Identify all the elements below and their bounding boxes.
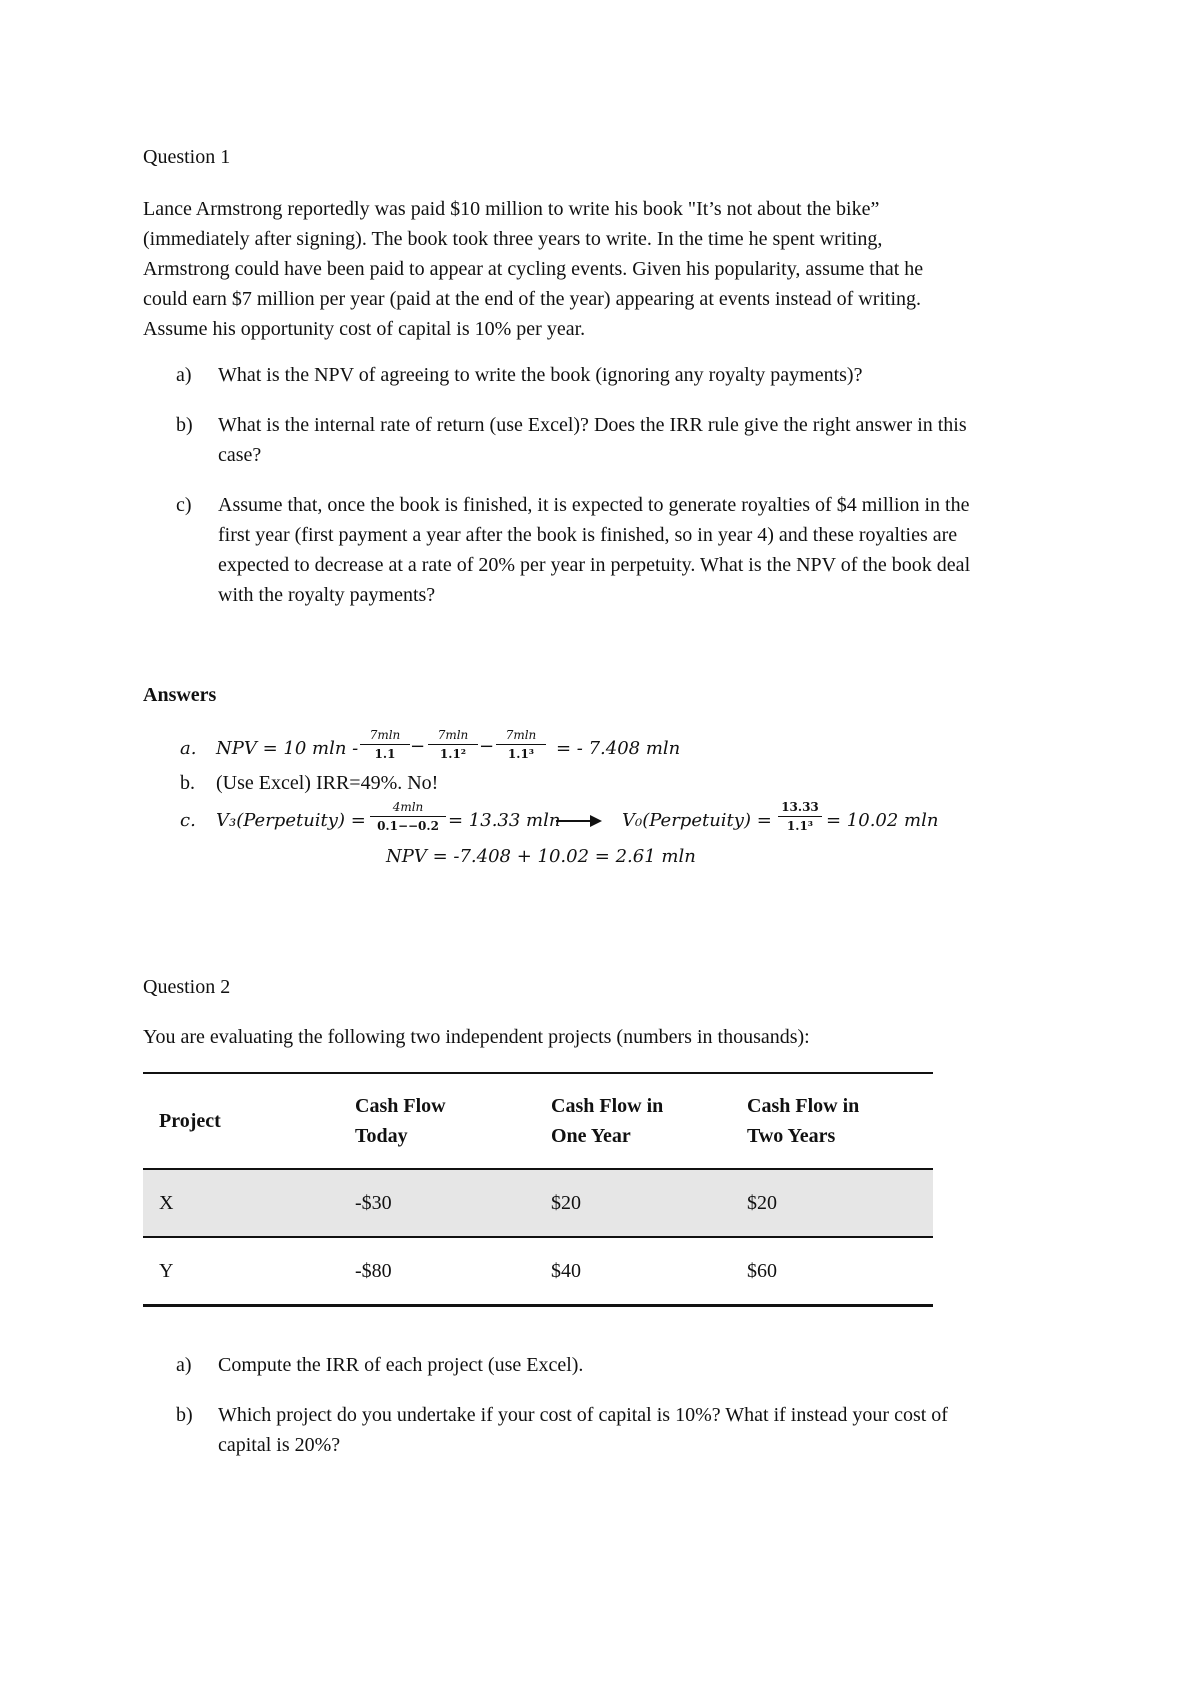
answer-c-marker: c. <box>180 810 196 831</box>
arrow-right-icon <box>556 812 604 830</box>
answer-b-marker: b. <box>180 772 195 794</box>
denominator: 0.1−−0.2 <box>370 816 446 833</box>
table-header-row <box>143 1073 933 1169</box>
question-1-item-a <box>176 360 970 390</box>
table-row <box>143 1169 933 1237</box>
answer-c-npv: NPV = -7.408 + 10.02 = 2.61 mln <box>386 846 696 867</box>
minus-sign: − <box>410 736 426 757</box>
denominator: 1.1² <box>428 744 478 761</box>
item-line: with the royalty payments? <box>218 584 436 606</box>
intro-line: (immediately after signing). The book took three years to write. In the time he spent writing, <box>143 228 883 250</box>
question-1-intro <box>143 194 1063 344</box>
numerator: 7mln <box>437 728 469 742</box>
answer-c-mid: = 13.33 mln <box>448 810 561 831</box>
answer-c-lhs2: V₀(Perpetuity) = <box>622 810 772 831</box>
question-1-item-c <box>176 490 970 610</box>
header-cash-flow-two-years: Cash Flow in Two Years <box>731 1073 933 1169</box>
numerator: 7mln <box>369 728 401 742</box>
cell-two-years: $60 <box>731 1237 933 1306</box>
list-marker: b) <box>176 1404 193 1426</box>
denominator: 1.1³ <box>778 816 822 833</box>
answer-c-lhs: V₃(Perpetuity) = <box>216 810 366 831</box>
question-2-item-b <box>176 1400 948 1460</box>
question-1-title: Question 1 <box>143 146 231 168</box>
intro-line: Lance Armstrong reportedly was paid $10 million to write his book "It’s not about the bike” <box>143 198 880 220</box>
item-line: case? <box>218 444 262 466</box>
fraction-c2 <box>778 800 822 833</box>
list-marker: c) <box>176 494 192 516</box>
list-marker: a) <box>176 1354 192 1376</box>
item-line: expected to decrease at a rate of 20% per year in perpetuity. What is the NPV of the book deal <box>218 554 971 576</box>
list-marker: a) <box>176 364 192 386</box>
projects-table <box>143 1072 933 1307</box>
answer-a-lhs: NPV = 10 mln - <box>216 738 359 759</box>
question-1-item-b <box>176 410 970 470</box>
cell-project: X <box>143 1169 339 1237</box>
question-2-item-a <box>176 1350 948 1380</box>
numerator: 13.33 <box>781 800 819 814</box>
intro-line: could earn $7 million per year (paid at the end of the year) appearing at events instead of writing. <box>143 288 922 310</box>
intro-line: Assume his opportunity cost of capital is 10% per year. <box>143 318 586 340</box>
cell-one-year: $20 <box>535 1169 731 1237</box>
cell-one-year: $40 <box>535 1237 731 1306</box>
cell-two-years: $20 <box>731 1169 933 1237</box>
answer-a-marker: a. <box>180 738 197 759</box>
item-line: What is the NPV of agreeing to write the book (ignoring any royalty payments)? <box>218 364 863 386</box>
header-cash-flow-today: Cash Flow Today <box>339 1073 535 1169</box>
item-line: Which project do you undertake if your cost of capital is 10%? What if instead your cost of <box>218 1404 948 1426</box>
cell-project: Y <box>143 1237 339 1306</box>
item-line: capital is 20%? <box>218 1434 341 1456</box>
question-1-items <box>176 360 970 630</box>
fraction-a3 <box>496 728 546 761</box>
list-marker: b) <box>176 414 193 436</box>
item-line: first year (first payment a year after the book is finished, so in year 4) and these royalties are <box>218 524 958 546</box>
fraction-c1 <box>370 800 446 833</box>
question-2-items <box>176 1350 948 1480</box>
cell-today: -$30 <box>339 1169 535 1237</box>
question-2-title: Question 2 <box>143 976 231 998</box>
denominator: 1.1³ <box>496 744 546 761</box>
question-2-intro: You are evaluating the following two independent projects (numbers in thousands): <box>143 1026 810 1048</box>
header-project: Project <box>143 1073 339 1169</box>
answer-b-text: (Use Excel) IRR=49%. No! <box>216 772 439 794</box>
answers-title: Answers <box>143 684 217 706</box>
item-line: Assume that, once the book is finished, it is expected to generate royalties of $4 million in the <box>218 494 970 516</box>
numerator: 4mln <box>392 800 424 814</box>
header-cash-flow-one-year: Cash Flow in One Year <box>535 1073 731 1169</box>
item-line: What is the internal rate of return (use Excel)? Does the IRR rule give the right answer in this <box>218 414 967 436</box>
minus-sign: − <box>479 736 495 757</box>
answer-a-result: = - 7.408 mln <box>556 738 681 759</box>
fraction-a1 <box>360 728 410 761</box>
numerator: 7mln <box>505 728 537 742</box>
cell-today: -$80 <box>339 1237 535 1306</box>
answer-c-result2: = 10.02 mln <box>826 810 939 831</box>
fraction-a2 <box>428 728 478 761</box>
table-row <box>143 1237 933 1306</box>
intro-line: Armstrong could have been paid to appear at cycling events. Given his popularity, assume that he <box>143 258 924 280</box>
item-line: Compute the IRR of each project (use Excel). <box>218 1354 584 1376</box>
denominator: 1.1 <box>360 744 410 761</box>
